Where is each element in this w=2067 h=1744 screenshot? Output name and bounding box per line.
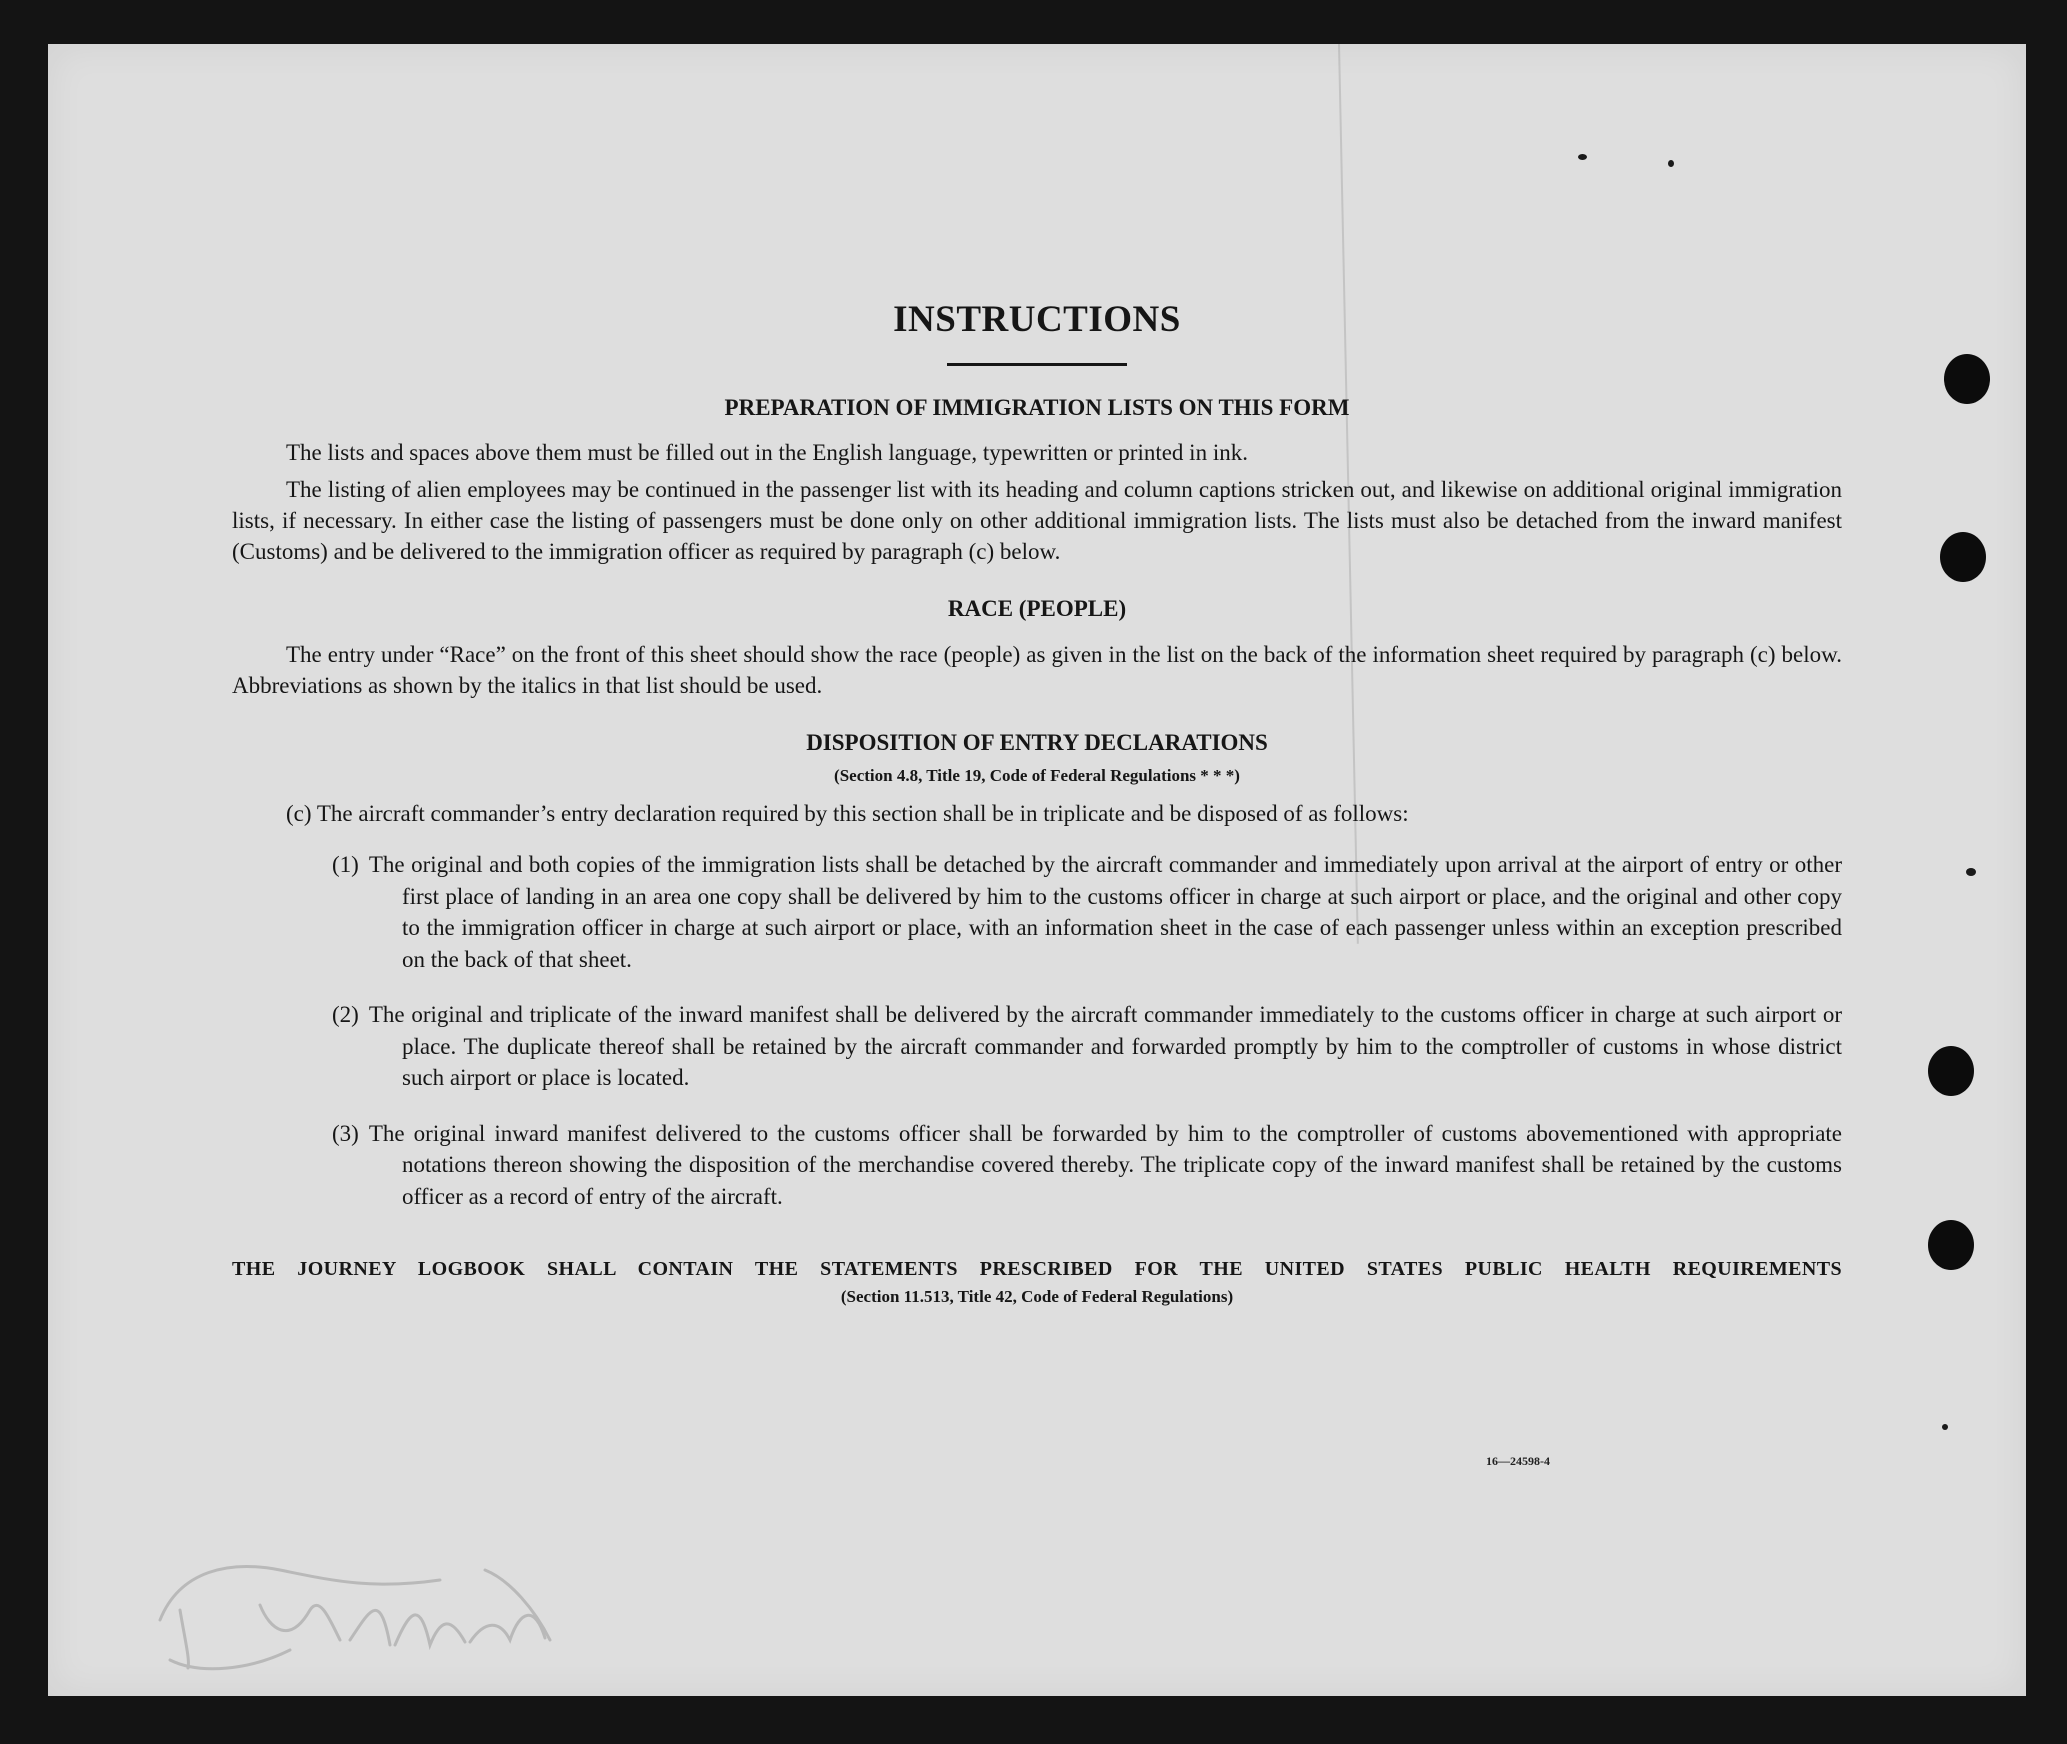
section-heading-disposition: DISPOSITION OF ENTRY DECLARATIONS (806, 729, 1268, 755)
form-number: 16—24598-4 (1486, 1454, 1550, 1468)
disposition-item-3 (332, 1118, 1842, 1213)
disposition-intro: (c) The aircraft commander’s entry declaration required by this section shall be in triplicate and be disposed of as follows: (286, 801, 1409, 827)
item-number: (1) (332, 852, 359, 878)
title-underline (947, 363, 1127, 366)
page-title: INSTRUCTIONS (893, 299, 1181, 340)
section-heading-preparation: PREPARATION OF IMMIGRATION LISTS ON THIS FORM (724, 394, 1350, 420)
disposition-item-1 (332, 849, 1842, 975)
ink-speck (1578, 154, 1587, 160)
preparation-paragraph-2: The listing of alien employees may be continued in the passenger list with its heading and column captions stricken out, and likewise on additional original immigration lists, if necessary. In either case the listing of passengers must be done only on other additional immigration lists. The lists must also be detached from the inward manifest (Customs) and be delivered to the immigration officer as required by paragraph (c) below. (232, 477, 1842, 565)
item-text: The original inward manifest delivered to the customs officer shall be forwarded by him to the comptroller of customs abovementioned with appropriate notations thereon showing the disposition of the merchandise covered thereby. The triplicate copy of the inward manifest shall be retained by the customs officer as a record of entry of the aircraft. (368, 1120, 1842, 1209)
disposition-citation: (Section 4.8, Title 19, Code of Federal Regulations * * *) (834, 766, 1240, 786)
ink-speck (1966, 868, 1976, 876)
race-paragraph: The entry under “Race” on the front of this sheet should show the race (people) as given in the list on the back of the information sheet required by paragraph (c) below. Abbreviations as shown by the italics in that list should be used. (232, 641, 1842, 698)
instructions-content (232, 300, 1842, 1307)
ink-speck (1942, 1424, 1948, 1430)
punch-hole-1 (1944, 354, 1990, 404)
disposition-item-2 (332, 999, 1842, 1094)
item-number: (3) (332, 1120, 359, 1146)
section-heading-race: RACE (PEOPLE) (947, 596, 1127, 622)
ink-speck (1668, 160, 1674, 167)
public-health-statement: THE JOURNEY LOGBOOK SHALL CONTAIN THE STATEMENTS PRESCRIBED FOR THE UNITED STATES PUBLIC HEALTH REQUIREMENTS (232, 1258, 1842, 1281)
item-text: The original and both copies of the immigration lists shall be detached by the aircraft commander and immediately upon arrival at the airport of entry or other first place of landing in an area one copy shall be delivered by him to the customs officer in charge at such airport or place, and the original and other copy to the immigration officer in charge at such airport or place, with an information sheet in the case of each passenger unless within an exception prescribed on the back of that sheet. (368, 852, 1842, 972)
item-text: The original and triplicate of the inward manifest shall be delivered by the aircraft commander immediately to the customs officer in charge at such airport or place. The duplicate thereof shall be retained by the aircraft commander and forwarded promptly by him to the comptroller of customs in whose district such airport or place is located. (368, 1002, 1842, 1091)
handwritten-signature (140, 1550, 570, 1680)
item-number: (2) (332, 1002, 359, 1028)
public-health-citation: (Section 11.513, Title 42, Code of Federal Regulations) (840, 1287, 1234, 1307)
punch-hole-2 (1940, 532, 1986, 582)
punch-hole-3 (1928, 1046, 1974, 1096)
punch-hole-4 (1928, 1220, 1974, 1270)
preparation-paragraph-1: The lists and spaces above them must be filled out in the English language, typewritten or printed in ink. (286, 440, 1248, 466)
